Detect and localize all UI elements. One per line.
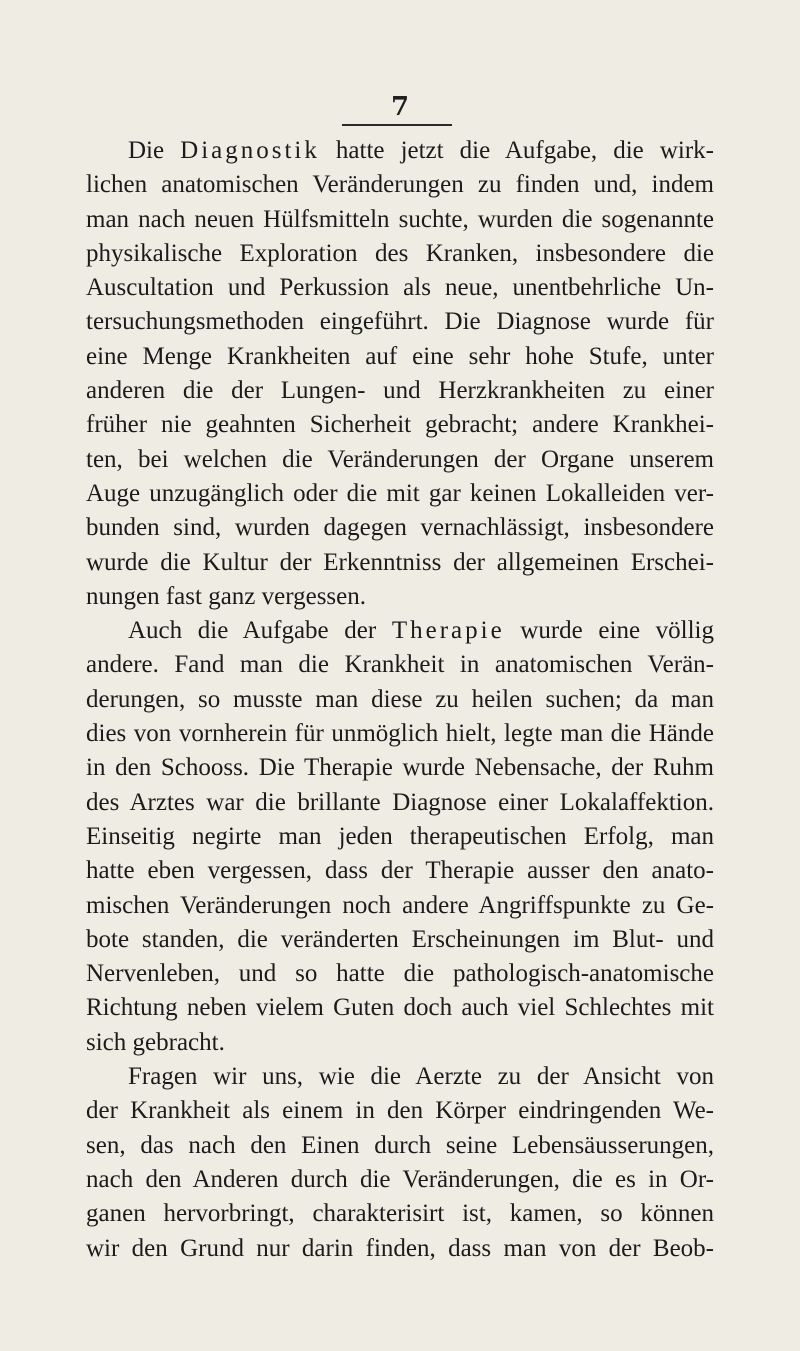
- paragraph-2-line: des Arztes war die brillante Diagnose einer Lokalaffektion.: [86, 788, 714, 816]
- paragraph-2-line: andere. Fand man die Krankheit in anatomischen Verän-: [86, 651, 714, 679]
- paragraph-1-line: bunden sind, wurden dagegen vernachlässigt, insbesondere: [86, 514, 714, 542]
- paragraph-2-line: Einseitig negirte man jeden therapeutischen Erfolg, man: [86, 822, 714, 850]
- paragraph-3-line: Fragen wir uns, wie die Aerzte zu der Ansicht von: [128, 1063, 714, 1091]
- emphasized-term: Diagnostik: [180, 137, 320, 164]
- paragraph-1-line: lichen anatomischen Veränderungen zu finden und, indem: [86, 171, 714, 199]
- paragraph-2-line: Auch die Aufgabe der Therapie wurde eine völlig: [128, 617, 715, 645]
- paragraph-3-line: sen, das nach den Einen durch seine Lebensäusserungen,: [86, 1131, 714, 1159]
- paragraph-1-line: eine Menge Krankheiten auf eine sehr hohe Stufe, unter: [86, 342, 714, 370]
- paragraph-1-line: wurde die Kultur der Erkenntniss der allgemeinen Erschei-: [86, 548, 714, 576]
- paragraph-1-line: Auscultation und Perkussion als neue, unentbehrliche Un-: [86, 274, 714, 302]
- paragraph-3-line: wir den Grund nur darin finden, dass man von der Beob-: [86, 1234, 714, 1262]
- paragraph-2-line: derungen, so musste man diese zu heilen suchen; da man: [86, 685, 714, 713]
- paragraph-1-line: früher nie geahnten Sicherheit gebracht; andere Krankhei-: [86, 411, 714, 439]
- paragraph-1-line: physikalische Exploration des Kranken, insbesondere die: [86, 239, 714, 267]
- paragraph-1-line: Die Diagnostik hatte jetzt die Aufgabe, die wirk-: [128, 137, 714, 164]
- paragraph-2-line: Richtung neben vielem Guten doch auch viel Schlechtes mit: [86, 994, 714, 1022]
- paragraph-2-line: sich gebracht.: [86, 1028, 225, 1056]
- paragraph-2-line: in den Schooss. Die Therapie wurde Nebensache, der Ruhm: [86, 754, 714, 782]
- emphasized-term: Therapie: [391, 617, 505, 645]
- paragraph-3-line: nach den Anderen durch die Veränderungen, die es in Or-: [86, 1165, 714, 1193]
- paragraph-2-line: hatte eben vergessen, dass der Therapie ausser den anato-: [86, 857, 714, 885]
- paragraph-3-line: der Krankheit als einem in den Körper eindringenden We-: [86, 1097, 714, 1125]
- paragraph-2-line: bote standen, die veränderten Erscheinungen im Blut- und: [86, 925, 714, 953]
- paragraph-2-line: Nervenleben, und so hatte die pathologisch-anatomische: [86, 960, 714, 988]
- paragraph-1-line: anderen die der Lungen- und Herzkrankheiten zu einer: [86, 377, 714, 405]
- page-number: 7: [390, 92, 410, 122]
- paragraph-1-line: Auge unzugänglich oder die mit gar keinen Lokalleiden ver-: [86, 479, 714, 507]
- paragraph-1-line: tersuchungsmethoden eingeführt. Die Diagnose wurde für: [86, 308, 714, 336]
- paragraph-1-line: ten, bei welchen die Veränderungen der Organe unserem: [86, 445, 714, 473]
- paragraph-1-line: man nach neuen Hülfsmitteln suchte, wurden die sogenannte: [86, 205, 714, 233]
- paragraph-1-line: nungen fast ganz vergessen.: [86, 582, 367, 610]
- paragraph-2-line: dies von vornherein für unmöglich hielt, legte man die Hände: [86, 720, 714, 748]
- header-rule: [342, 124, 452, 126]
- paragraph-3-line: ganen hervorbringt, charakterisirt ist, kamen, so können: [86, 1200, 714, 1228]
- body-text: [86, 134, 714, 1266]
- paragraph-2-line: mischen Veränderungen noch andere Angriffspunkte zu Ge-: [86, 891, 714, 919]
